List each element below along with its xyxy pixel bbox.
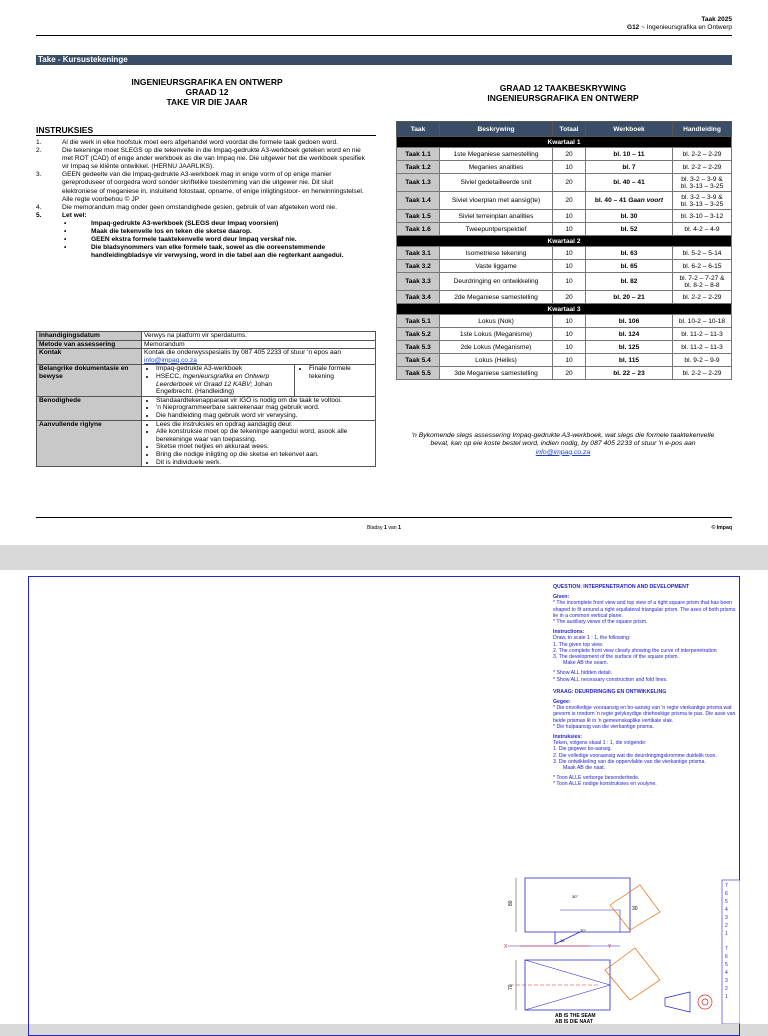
- svg-text:2: 2: [725, 986, 728, 992]
- dim-80: 80: [508, 900, 514, 906]
- svg-text:6: 6: [725, 891, 728, 897]
- label-y: Y: [608, 944, 612, 950]
- projection-circle: [698, 995, 712, 1009]
- projection-circle-inner: [702, 999, 708, 1005]
- left-title: INGENIEURSGRAFIKA EN ONTWERP GRAAD 12 TAKE VIR DIE JAAR: [131, 77, 283, 107]
- footnote-email-link[interactable]: info@impaq.co.za: [535, 448, 591, 456]
- quarter-row: Kwartaal 3: [397, 304, 732, 315]
- let-wel-item: • Impaq-gedrukte A3-werkboek (SLEGS deur Impaq voorsien): [64, 219, 279, 227]
- quarter-row: Kwartaal 2: [397, 236, 732, 247]
- table-row: Taak 3.4 2de Meganiese samestelling 20 bl. 20 – 21 bl. 2-2 – 2-29: [397, 291, 732, 304]
- page-header: Taak 2025 G12 ~ Ingenieursgrafika en Ontwerp: [627, 16, 732, 31]
- page-number: Bladsy 1 van 1: [366, 525, 402, 531]
- header-rule: [36, 35, 732, 36]
- table-row: Taak 1.3 Siviel gedetailleerde snit 20 bl. 40 – 41 bl. 3-2 – 3-9 & bl. 3-13 – 3-25: [397, 174, 732, 192]
- question-text: QUESTION: INTERPENETRATION AND DEVELOPMENT Given: * The incomplete front view and top view of a right square prism that has been shaped to fit around a right equilateral triangular prism. The axes of both prisms lie in a common vertical plane. * The auxiliary views of the square prism. Instructions: Draw, to scale 1 : 1, the following: 1. The given top view. 2. The complete front view clearly showing the curve of interpenetration 3. The development of the surface of the square prism. Make AB the seam. * Show ALL hidden detail. * Show ALL necessary construction and fold lines. VRAAG: DEURDRINGING EN ONTWIKKELING Gegee: * Die onvolledige vooraansig en bo-aansig van 'n regte vierkantige prisma wat gevorm is rondom 'n regte gelyksydige driehoekige prisma te pas. Die asse van beide prismas lê in 'n gemeenskaplike vertikale vlak. * Die hulpaansig van die vierkantige prisma. Instruksies: Teken, volgens skaal 1 : 1, die volgende: 1. Die gegewe bo-aansig. 2. Die volledige vooraansig wat die deurdringingskromme duidelik toon. 3. Die ontwikkeling van die oppervlakte van die vierkantige prisma. Maak AB die naat. * Toon ALLE verborge besonderhede. * Toon ALLE nodige konstruksies en voulyne.: [553, 584, 736, 788]
- svg-text:2: 2: [725, 923, 728, 929]
- let-wel-item: • GEEN ekstra formele taaktekenvelle word deur Impaq verskaf nie.: [64, 236, 297, 244]
- svg-text:4: 4: [725, 907, 728, 913]
- aux-view-bottom: [605, 948, 660, 1000]
- instruction-item: 1. Al die werk in elke hoofstuk moet eers afgehandel word voordat die formele taak gedoen word.: [36, 139, 338, 146]
- svg-text:6: 6: [725, 954, 728, 960]
- instruction-item: 5. Let wel:: [36, 211, 87, 219]
- table-row: Taak 1.2 Meganies analities 10 bl. 7 bl. 2-2 – 2-29: [397, 161, 732, 174]
- dim-15: 15: [560, 938, 565, 943]
- table-row: Taak 1.4 Siviel vloerplan met aansig(te) 20 bl. 40 – 41 Gaan voort bl. 3-2 – 3-9 & bl. 3-13 – 3-25: [397, 192, 732, 210]
- dim-70: 70: [508, 984, 514, 990]
- quarter-row: Kwartaal 1: [397, 137, 732, 148]
- info-table: Inhandigingsdatum Verwys na platform vir sperdatums. Metode van assessering Memorandum Kontak Kontak die onderwysspesialis by 087 405 2233 of stuur 'n epos aan info@impaq.co.za Belangrike dokumentasie en bewyse • Impaq-gedrukte A3-werkboek • HSECC, Ingenieursgrafika en Ontwerp Leerderboek vir Graad 12 KABV; Johan Engelbrecht. (Handleiding) • Finale formele tekening Benodighede • Standaardtekenapparaat vir IGO is nodig om die taak te voltooi. • 'n Nieprogrammeerbare sakrekenaar mag gebruik word. • Die handleiding mag gebruik word vir verwysing. Aanvullende riglyne • Lees die instruksies en opdrag aandagtig deur. • Alle konstruksie moet op die tekeninge aangedui word, asook alle berekeninge waar van toepassing. • Sketse moet netjies en akkuraat wees. • Bring die nodige inligting op die sketse en tekenvel aan. • Dit is individuele werk.: [36, 331, 376, 467]
- front-edge-b: [525, 985, 610, 1010]
- table-row: Taak 5.3 2de Lokus (Meganisme) 10 bl. 125 bl. 11-2 – 11-3: [397, 341, 732, 354]
- svg-text:4: 4: [725, 970, 728, 976]
- task-table-header: Taak Beskrywing Totaal Werkboek Handleiding: [397, 122, 732, 137]
- seam-label-en: AB IS THE SEAM: [555, 1013, 596, 1019]
- contact-email-link[interactable]: info@impaq.co.za: [144, 356, 197, 364]
- footnote: 'n Bykomende slegs assessering Impaq-gedrukte A3-werkboek, wat slegs die formele taaktekenvelle bevat, kan op eie koste bestel word, indien nodig, by 087 405 2233 of stuur 'n e-pos aan info@impaq.co.za: [411, 432, 715, 456]
- svg-text:1: 1: [725, 931, 728, 937]
- prism-cut: [560, 910, 620, 932]
- let-wel-item: • Maak die tekenvelle los en teken die sketse daarop.: [64, 228, 252, 236]
- svg-text:3: 3: [725, 915, 728, 921]
- section-band: Take - Kursustekeninge: [36, 55, 732, 65]
- instruction-item: 2. Die tekeninge moet SLEGS op die tekenvelle in die Impaq-gedrukte A3-werkboek geteken word en nie met ROT (CAD) of enige ander werkboek as die van Impaq nie. Die uitgewer het die werkboek spesifiek vir Impaq se kliënte ontwikkel. (HERNU JAARLIKS).: [36, 147, 365, 171]
- svg-text:7: 7: [725, 883, 728, 889]
- table-row: Taak 5.4 Lokus (Heliks) 10 bl. 115 bl. 9-2 – 9-9: [397, 354, 732, 367]
- table-row: Taak 5.1 Lokus (Nok) 10 bl. 106 bl. 10-2 – 10-18: [397, 315, 732, 328]
- table-row: Taak 3.3 Deurdringing en ontwikkeling 10 bl. 82 bl. 7-2 – 7-27 & bl. 8-2 – 8-8: [397, 273, 732, 291]
- task-table: [396, 121, 732, 380]
- svg-text:3: 3: [725, 978, 728, 984]
- instructions-heading: INSTRUKSIES: [36, 125, 376, 136]
- instruction-item: 4. Die memorandum mag onder geen omstandighede gesien, gebruik of van afgeteken word nie.: [36, 203, 337, 211]
- technical-drawing: [500, 870, 740, 1024]
- table-row: Taak 1.5 Siviel terreinplan analities 10 bl. 30 bl. 3-10 – 3-12: [397, 210, 732, 223]
- svg-text:5: 5: [725, 962, 728, 968]
- footer-rule: [36, 517, 732, 518]
- copyright: © Impaq: [711, 525, 732, 531]
- seam-label-af: AB IS DIE NAAT: [555, 1019, 593, 1024]
- table-row: Taak 1.6 Tweepuntperspektief 10 bl. 52 bl. 4-2 – 4-9: [397, 223, 732, 236]
- table-row: Taak 5.5 3de Meganiese samestelling 20 bl. 22 – 23 bl. 2-2 – 2-29: [397, 367, 732, 380]
- triangle-top: [555, 932, 580, 944]
- label-x: X: [504, 944, 508, 950]
- dim-30deg-a: 30°: [580, 928, 587, 933]
- table-row: Taak 3.2 Vaste liggame 10 bl. 65 bl. 6-2 – 6-15: [397, 260, 732, 273]
- instructions-list: [36, 139, 370, 260]
- svg-text:1: 1: [725, 994, 728, 1000]
- drawing-sheet: [0, 570, 768, 1024]
- projection-symbol: [665, 992, 690, 1012]
- dim-30deg-b: 30°: [572, 894, 579, 899]
- table-row: Taak 1.1 1ste Meganiese samestelling 20 bl. 10 – 11 bl. 2-2 – 2-29: [397, 148, 732, 161]
- table-row: Taak 5.2 1ste Lokus (Meganisme) 10 bl. 124 bl. 11-2 – 11-3: [397, 328, 732, 341]
- top-view-outline: [525, 878, 630, 932]
- front-edge: [525, 960, 610, 985]
- svg-text:7: 7: [725, 946, 728, 952]
- dim-30: 30: [632, 906, 638, 912]
- table-row: Taak 3.1 Isometriese tekening 10 bl. 63 bl. 5-2 – 5-14: [397, 247, 732, 260]
- right-title: GRAAD 12 TAAKBESKRYWING INGENIEURSGRAFIKA EN ONTWERP: [487, 83, 639, 103]
- instruction-item: 3. GEEN gedeelte van die Impaq-gedrukte A3-werkboek mag in enige vorm of op enige manier gereproduseer of oorgedra word sonder skriftelike toestemming van die uitgewer nie. Dit sluit elektroniese of meganiese in, insluitend fotostaat, opname, of enige inligtingstoor- en herwinningstelsel. Alle regte voorbehou © JP: [36, 171, 364, 203]
- let-wel-item: • Die bladsynommers van elke formele taak, sowel as die ooreenstemmende handleidingbladsye vir verwysing, word in die tabel aan die regterkant aangedui.: [64, 244, 344, 260]
- svg-text:5: 5: [725, 899, 728, 905]
